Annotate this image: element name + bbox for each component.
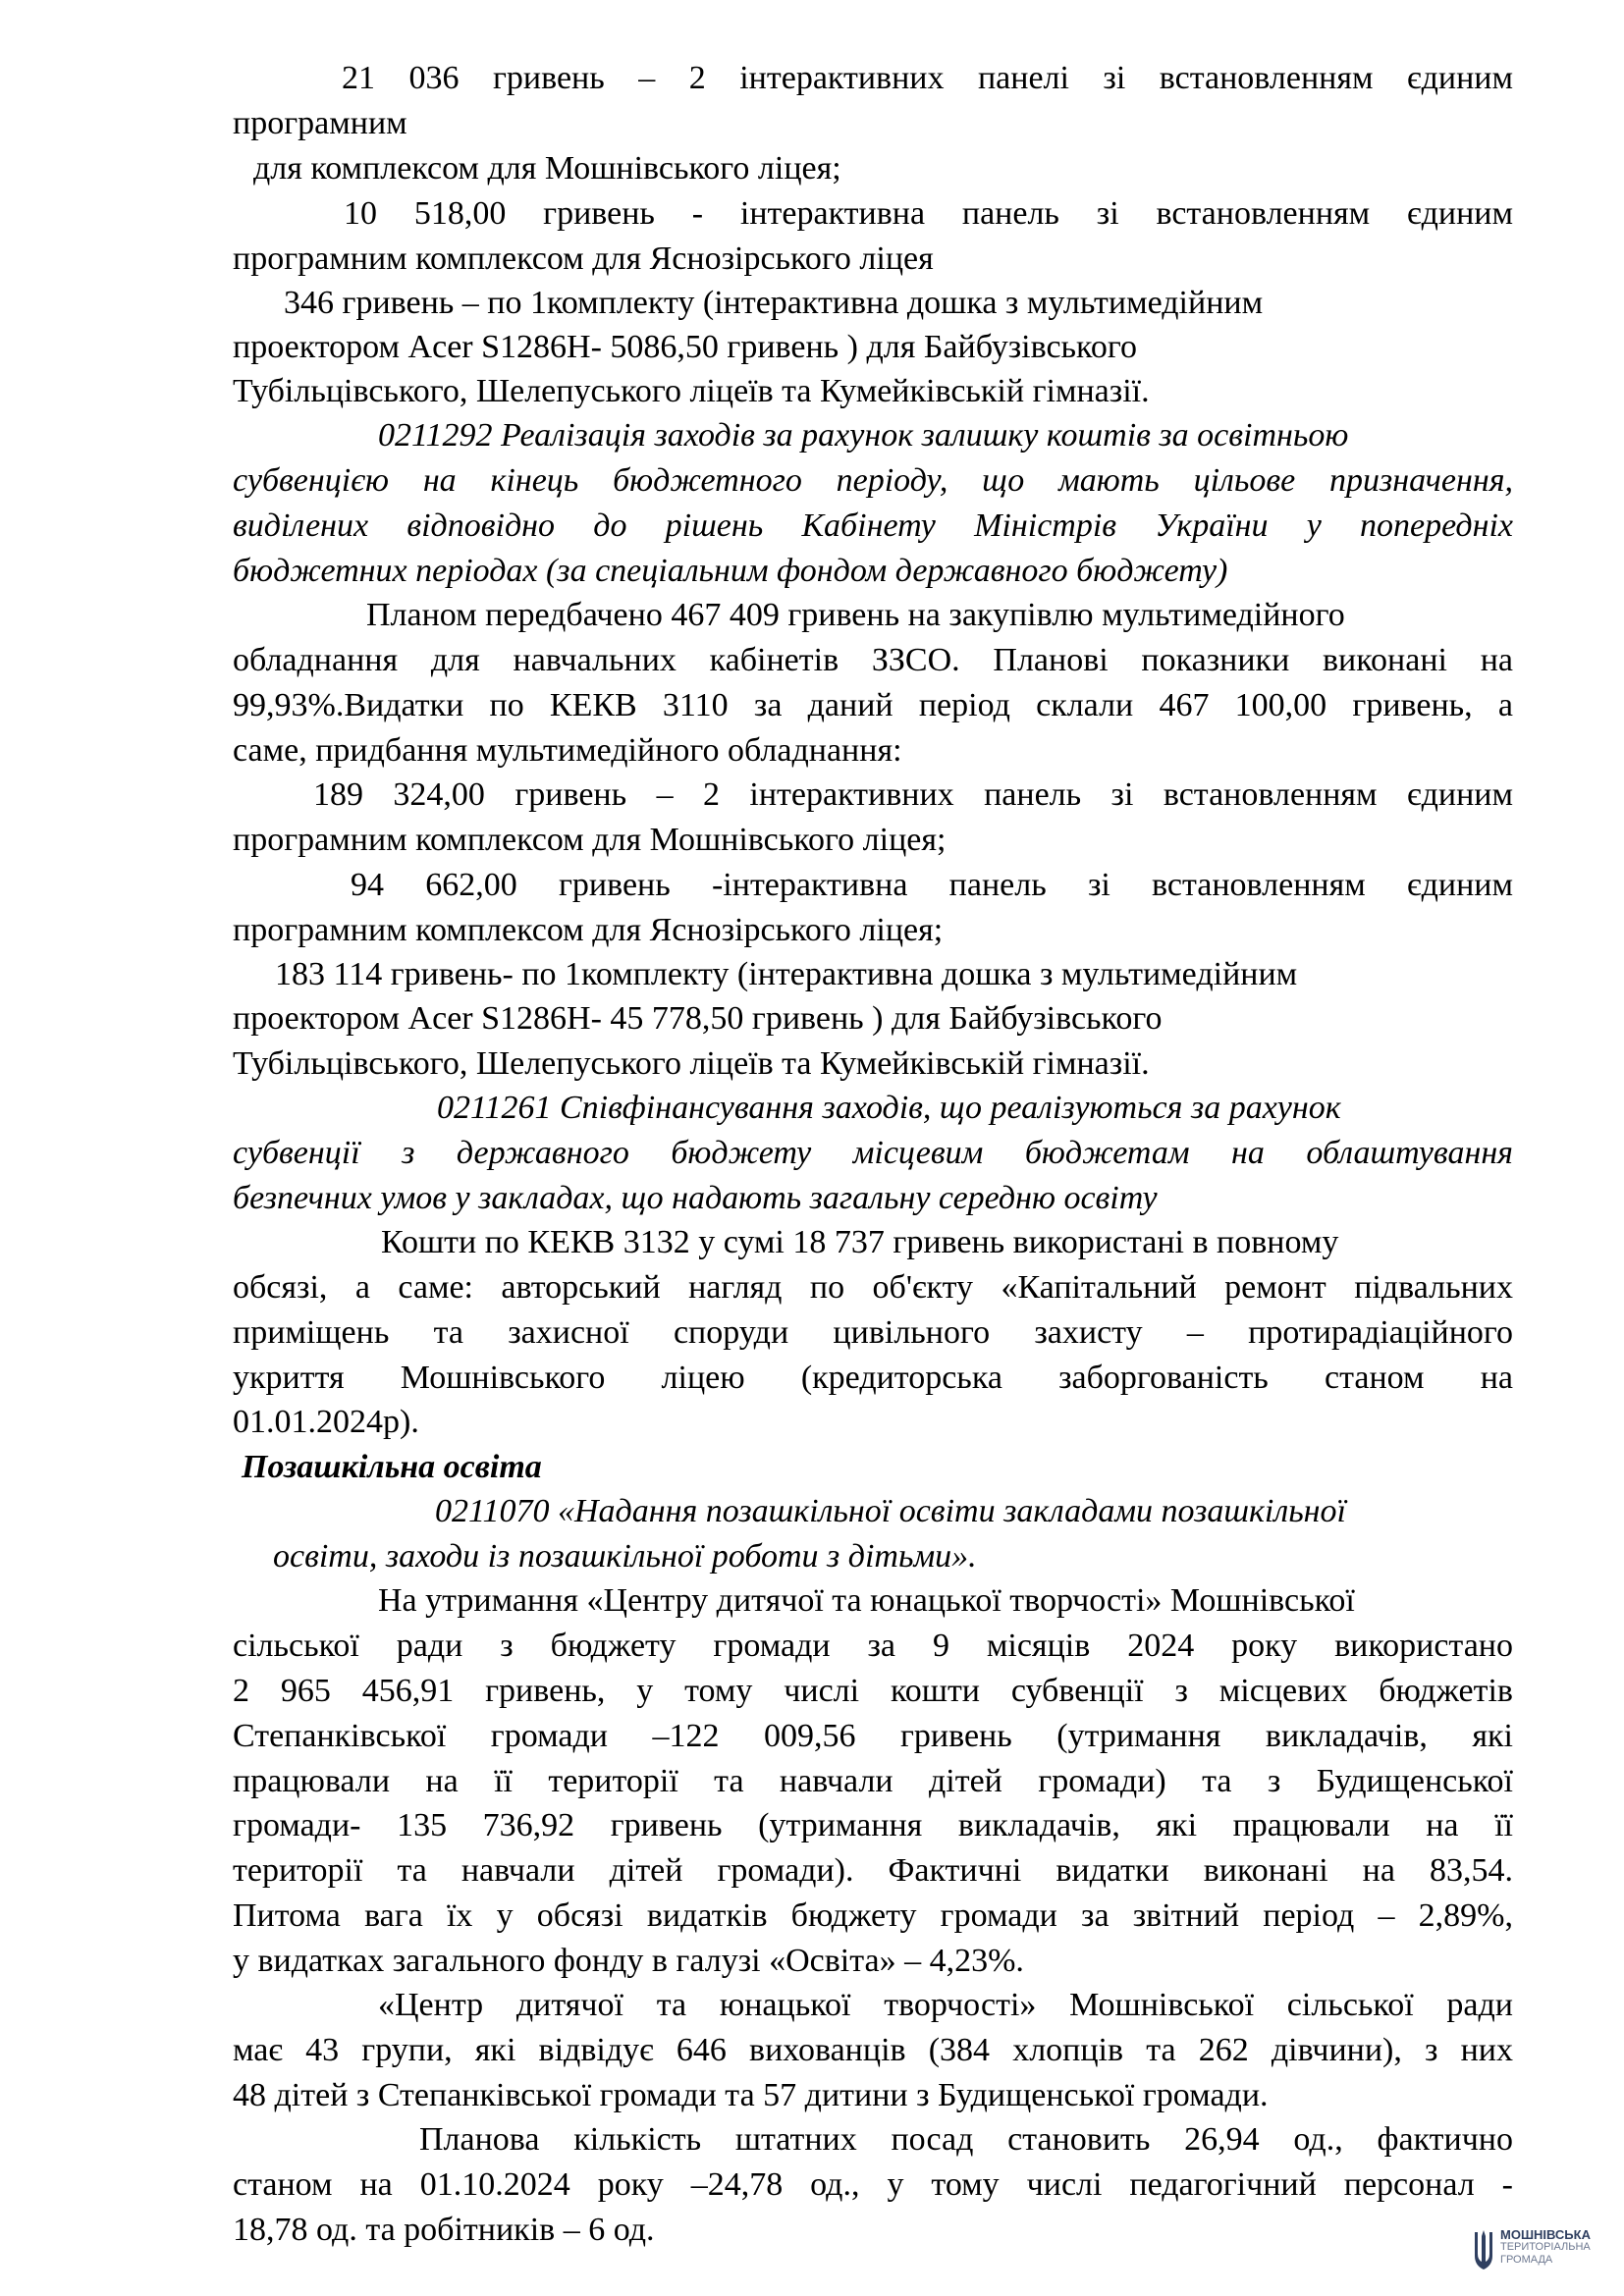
text-line: Степанківської громади –122 009,56 гривень (утримання викладачів, які — [233, 1718, 1513, 1754]
text-line: 21 036 гривень – 2 інтерактивних панелі зі встановленням єдиним — [342, 60, 1513, 96]
text-line: укриття Мошнівського ліцею (кредиторська заборгованість станом на — [233, 1360, 1513, 1396]
text-line: працювали на її території та навчали дітей громади) та з Будищенської — [233, 1763, 1513, 1799]
text-line: 18,78 од. та робітників – 6 од. — [233, 2212, 655, 2248]
text-line: громади- 135 736,92 гривень (утримання викладачів, які працювали на її — [233, 1807, 1513, 1843]
text-line: програмним — [233, 105, 407, 141]
section-heading-line: виділених відповідно до рішень Кабінету Міністрів України у попередніх — [233, 507, 1513, 544]
text-line: станом на 01.10.2024 року –24,78 од., у тому числі педагогічний персонал - — [233, 2166, 1513, 2203]
text-line: обладнання для навчальних кабінетів ЗЗСО. Планові показники виконані на — [233, 642, 1513, 678]
section-heading-line: бюджетних періодах (за спеціальним фондом державного бюджету) — [233, 553, 1228, 589]
section-heading-line: 0211070 «Надання позашкільної освіти закладами позашкільної — [435, 1493, 1346, 1529]
section-title: Позашкільна освіта — [242, 1449, 542, 1485]
section-heading-line: субвенції з державного бюджету місцевим бюджетам на облаштування — [233, 1135, 1513, 1171]
text-line: 99,93%.Видатки по КЕКВ 3110 за даний період склали 467 100,00 гривень, а — [233, 687, 1513, 723]
text-line: 346 гривень – по 1комплекту (інтерактивна дошка з мультимедійним — [284, 285, 1264, 321]
section-heading-line: безпечних умов у закладах, що надають загальну середню освіту — [233, 1180, 1158, 1216]
text-line: у видатках загального фонду в галузі «Освіта» – 4,23%. — [233, 1943, 1024, 1979]
text-line: 01.01.2024р). — [233, 1404, 419, 1440]
text-line: проектором Acer S1286H- 5086,50 гривень ) для Байбузівського — [233, 329, 1137, 365]
text-line: Планом передбачено 467 409 гривень на закупівлю мультимедійного — [366, 597, 1345, 633]
text-line: для комплексом для Мошнівського ліцея; — [253, 150, 841, 187]
text-line: Тубільцівського, Шелепуського ліцеїв та Кумейківській гімназії. — [233, 1045, 1150, 1082]
section-heading-line: 0211261 Співфінансування заходів, що реалізуються за рахунок — [437, 1090, 1341, 1126]
text-line: 2 965 456,91 гривень, у тому числі кошти субвенції з місцевих бюджетів — [233, 1673, 1513, 1709]
logo-line-1: МОШНІВСЬКА — [1500, 2227, 1591, 2242]
text-line: проектором Acer S1286H- 45 778,50 гривень ) для Байбузівського — [233, 1000, 1163, 1037]
text-line: обсязі, а саме: авторський нагляд по об'єкту «Капітальний ремонт підвальних — [233, 1269, 1513, 1306]
logo-line-2: ТЕРИТОРІАЛЬНА — [1500, 2241, 1591, 2253]
text-line: 183 114 гривень- по 1комплекту (інтерактивна дошка з мультимедійним — [275, 956, 1298, 992]
text-line: сільської ради з бюджету громади за 9 місяців 2024 року використано — [233, 1628, 1513, 1664]
text-line: Планова кількість штатних посад становить 26,94 од., фактично — [419, 2121, 1513, 2158]
text-line: програмним комплексом для Яснозірського ліцея; — [233, 912, 944, 948]
section-heading-line: освіти, заходи із позашкільної роботи з дітьми». — [273, 1538, 977, 1575]
text-line: «Центр дитячої та юнацької творчості» Мошнівської сільської ради — [378, 1987, 1513, 2023]
text-line: На утримання «Центру дитячої та юнацької творчості» Мошнівської — [378, 1582, 1355, 1619]
text-line: Тубільцівського, Шелепуського ліцеїв та Кумейківській гімназії. — [233, 373, 1150, 409]
section-heading-line: 0211292 Реалізація заходів за рахунок залишку коштів за освітньою — [378, 417, 1349, 454]
text-line: програмним комплексом для Мошнівського ліцея; — [233, 822, 947, 858]
text-line: приміщень та захисної споруди цивільного захисту – протирадіаційного — [233, 1314, 1513, 1351]
text-line: 189 324,00 гривень – 2 інтерактивних панель зі встановленням єдиним — [313, 776, 1513, 813]
text-line: Питома вага їх у обсязі видатків бюджету громади за звітний період – 2,89%, — [233, 1897, 1513, 1934]
text-line: саме, придбання мультимедійного обладнання: — [233, 732, 902, 769]
text-line: 94 662,00 гривень -інтерактивна панель зі встановленням єдиним — [351, 867, 1513, 903]
community-logo — [1473, 2226, 1610, 2271]
text-line: має 43 групи, які відвідує 646 вихованців (384 хлопців та 262 дівчини), з них — [233, 2032, 1513, 2068]
logo-line-3: ГРОМАДА — [1500, 2254, 1553, 2266]
text-line: Кошти по КЕКВ 3132 у сумі 18 737 гривень використані в повному — [381, 1224, 1339, 1260]
text-line: 10 518,00 гривень - інтерактивна панель зі встановленням єдиним — [344, 195, 1513, 232]
text-line: території та навчали дітей громади). Фактичні видатки виконані на 83,54. — [233, 1852, 1513, 1889]
logo-text — [1500, 2228, 1591, 2267]
section-heading-line: субвенцією на кінець бюджетного періоду, що мають цільове призначення, — [233, 462, 1513, 499]
text-line: 48 дітей з Степанківської громади та 57 дитини з Будищенської громади. — [233, 2077, 1269, 2113]
text-line: програмним комплексом для Яснозірського ліцея — [233, 240, 934, 277]
trident-icon — [1473, 2226, 1494, 2271]
